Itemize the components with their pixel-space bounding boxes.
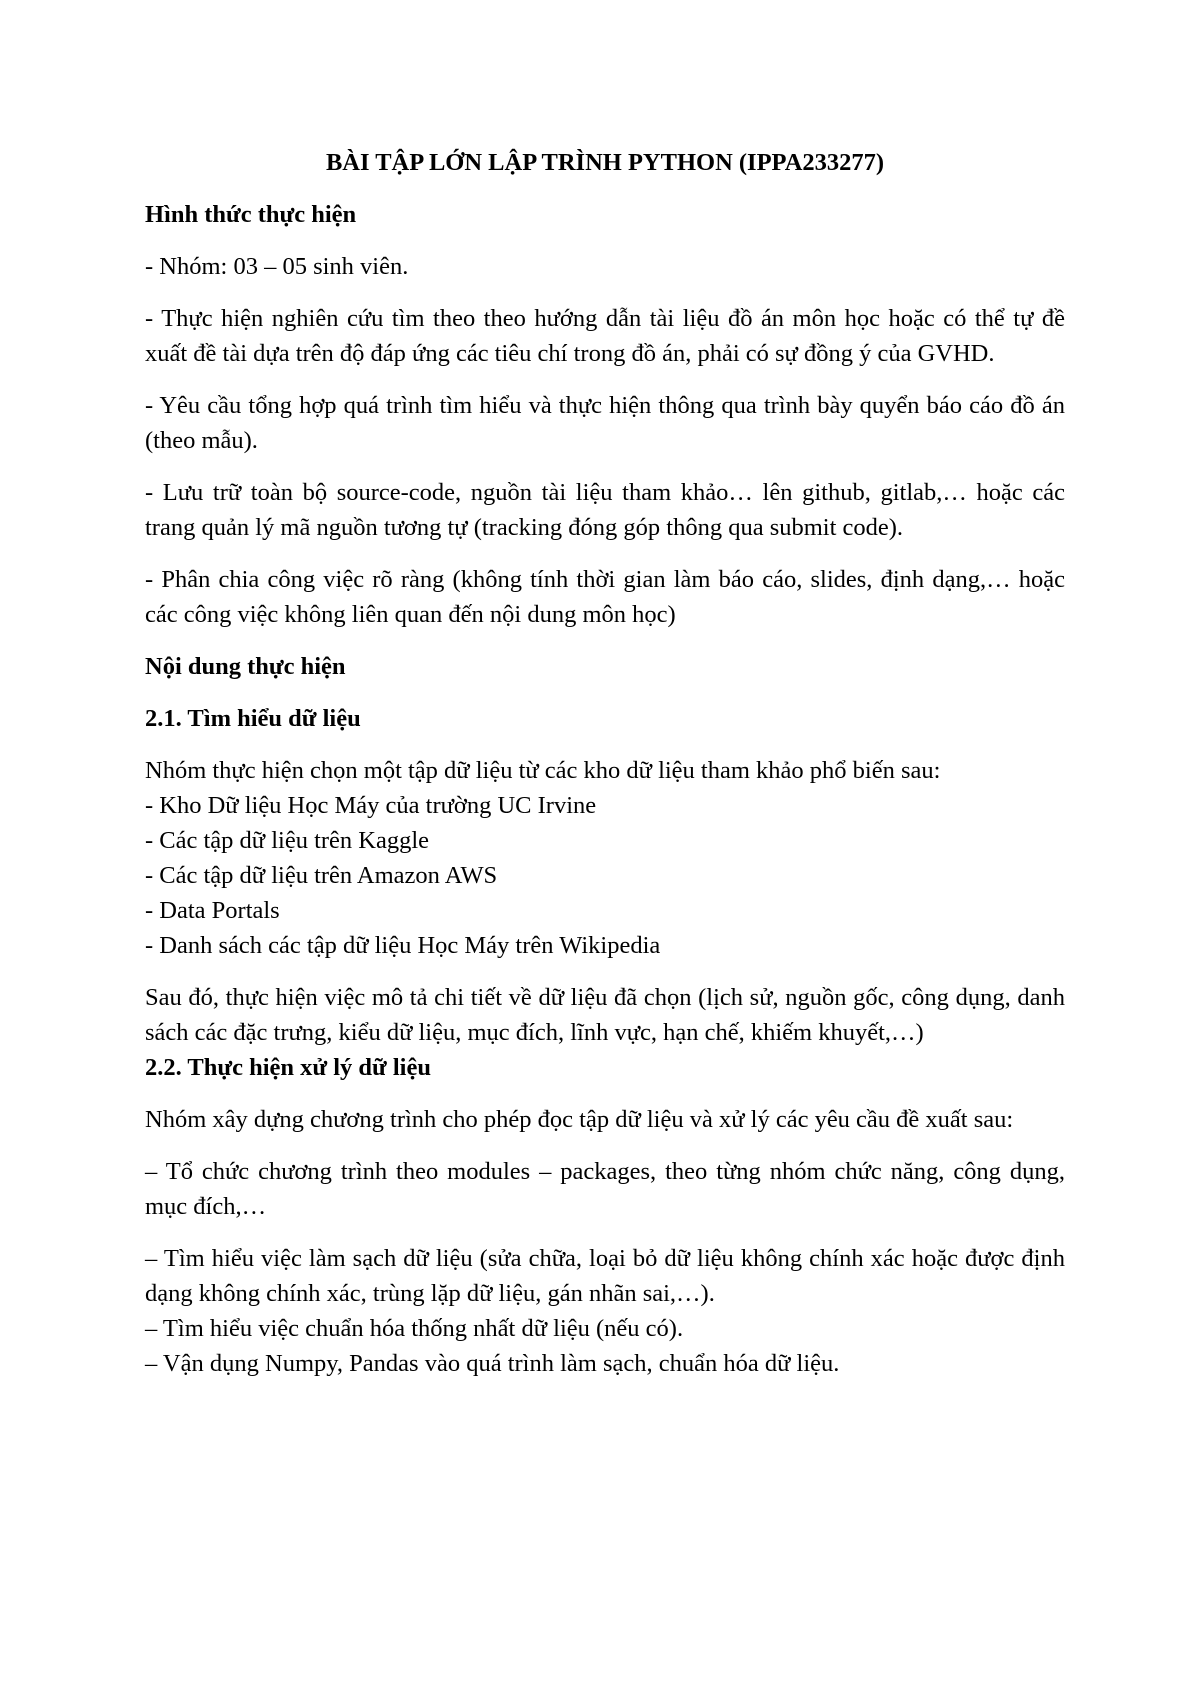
sub2-item-numpy: – Vận dụng Numpy, Pandas vào quá trình làm sạch, chuẩn hóa dữ liệu. [145, 1350, 840, 1377]
data-sources-list [145, 788, 1065, 963]
document-page [145, 145, 1065, 1381]
heading-sub-2-1: 2.1. Tìm hiểu dữ liệu [145, 705, 361, 732]
source-item-wikipedia: - Danh sách các tập dữ liệu Học Máy trên Wikipedia [145, 932, 661, 959]
source-item-kaggle: - Các tập dữ liệu trên Kaggle [145, 827, 430, 854]
document-title: BÀI TẬP LỚN LẬP TRÌNH PYTHON (IPPA233277) [325, 149, 885, 176]
heading-content: Nội dung thực hiện [145, 653, 346, 680]
form-item-research: - Thực hiện nghiên cứu tìm theo theo hướng dẫn tài liệu đồ án môn học hoặc có thể tự đề xuất đề tài dựa trên độ đáp ứng các tiêu chí trong đồ án, phải có sự đồng ý của GVHD. [145, 305, 1065, 367]
form-item-report: - Yêu cầu tổng hợp quá trình tìm hiểu và thực hiện thông qua trình bày quyển báo cáo đồ án (theo mẫu). [145, 392, 1065, 454]
sub1-after: Sau đó, thực hiện việc mô tả chi tiết về dữ liệu đã chọn (lịch sử, nguồn gốc, công dụng, danh sách các đặc trưng, kiểu dữ liệu, mục đích, lĩnh vực, hạn chế, khiếm khuyết,…) [145, 984, 1065, 1046]
source-item-portals: - Data Portals [145, 897, 280, 924]
source-item-uci: - Kho Dữ liệu Học Máy của trường UC Irvine [145, 792, 597, 819]
form-item-storage: - Lưu trữ toàn bộ source-code, nguồn tài liệu tham khảo… lên github, gitlab,… hoặc các trang quản lý mã nguồn tương tự (tracking đóng góp thông qua submit code). [145, 479, 1065, 541]
form-item-group-size: - Nhóm: 03 – 05 sinh viên. [145, 253, 409, 280]
heading-sub-2-2: 2.2. Thực hiện xử lý dữ liệu [145, 1054, 431, 1081]
sub2-item-normalize: – Tìm hiểu việc chuẩn hóa thống nhất dữ liệu (nếu có). [145, 1315, 684, 1342]
sub1-intro: Nhóm thực hiện chọn một tập dữ liệu từ các kho dữ liệu tham khảo phổ biến sau: [145, 757, 941, 784]
sub2-item-clean: – Tìm hiểu việc làm sạch dữ liệu (sửa chữa, loại bỏ dữ liệu không chính xác hoặc được định dạng không chính xác, trùng lặp dữ liệu, gán nhãn sai,…). [145, 1245, 1065, 1307]
form-item-division: - Phân chia công việc rõ ràng (không tính thời gian làm báo cáo, slides, định dạng,… hoặc các công việc không liên quan đến nội dung môn học) [145, 566, 1065, 628]
sub2-item-modules: – Tổ chức chương trình theo modules – packages, theo từng nhóm chức năng, công dụng, mục đích,… [145, 1158, 1065, 1220]
source-item-aws: - Các tập dữ liệu trên Amazon AWS [145, 862, 498, 889]
sub2-intro: Nhóm xây dựng chương trình cho phép đọc tập dữ liệu và xử lý các yêu cầu đề xuất sau: [145, 1106, 1014, 1133]
heading-form: Hình thức thực hiện [145, 201, 357, 228]
